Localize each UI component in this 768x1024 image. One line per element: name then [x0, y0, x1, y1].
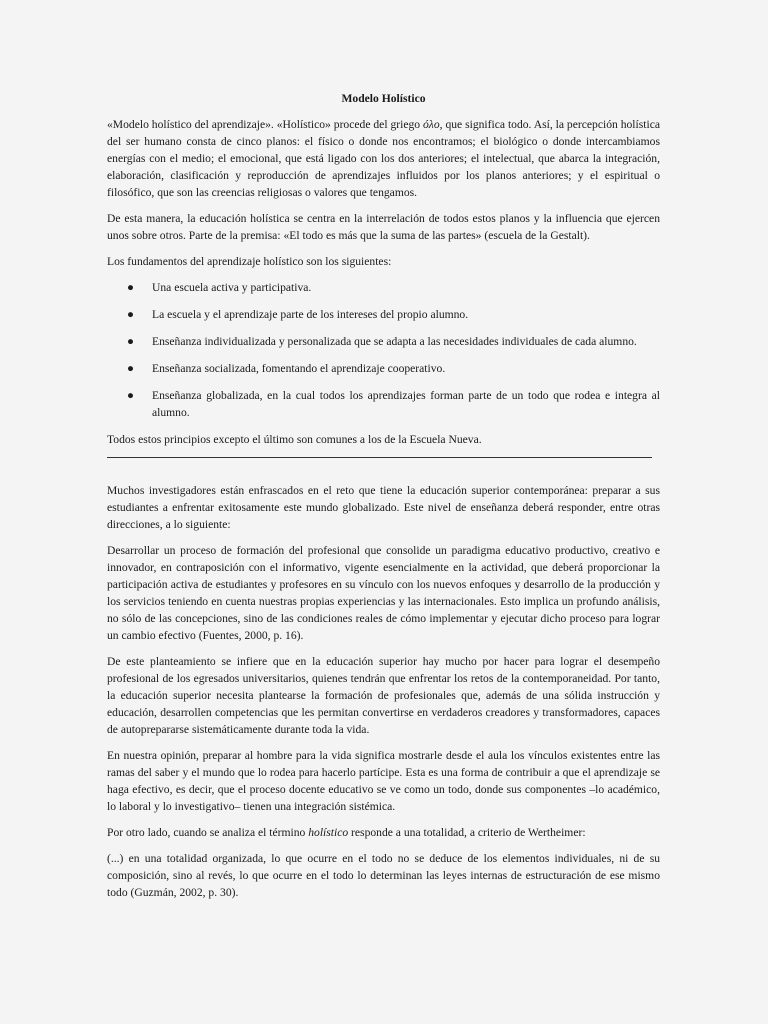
paragraph-intro: [107, 116, 660, 201]
bullet-icon: ●: [127, 281, 135, 294]
bullet-icon: ●: [127, 335, 135, 348]
holistic-term-emphasis: holístico: [308, 826, 349, 839]
paragraph-fundamentals-intro: Los fundamentos del aprendizaje holístico son los siguientes:: [107, 255, 392, 268]
list-item: [107, 333, 660, 350]
paragraph-holistic-text-b: responde a una totalidad, a criterio de Wertheimer:: [348, 826, 586, 839]
paragraph-higher-education: De este planteamiento se infiere que en la educación superior hay mucho por hacer para lograr el desempeño profesional de los egresados universitarios, quienes tendrán que enfrentar los retos de la contemporaneidad. Por tanto, la educación superior necesita plantearse la formación de profesionales que, además de una sólida instrucción y educación, desarrollen competencias que les permitan convertirse en verdaderos creadores y transformadores, capaces de autoprepararse sistemáticamente durante toda la vida.: [107, 655, 660, 736]
paragraph-holistic-text-a: Por otro lado, cuando se analiza el término: [107, 826, 309, 839]
paragraph-opinion: En nuestra opinión, preparar al hombre para la vida significa mostrarle desde el aula los vínculos existentes entre las ramas del saber y el mundo que lo rodea para hacerlo partícipe. Esta es una forma de contribuir a que el aprendizaje se haga efectivo, es decir, que el proceso docente educativo se ve como un todo, donde sus componentes –lo académico, lo laboral y lo investigativo– tienen una integración sistémica.: [107, 749, 660, 813]
list-item: [107, 387, 660, 421]
document-body: [107, 90, 660, 910]
horizontal-divider: [107, 457, 652, 458]
paragraph-education-focus: De esta manera, la educación holística se centra en la interrelación de todos estos planos y la influencia que ejercen unos sobre otros. Parte de la premisa: «El todo es más que la suma de las partes» (escuela de la Gestalt).: [107, 212, 660, 242]
paragraph-researchers: Muchos investigadores están enfrascados en el reto que tiene la educación superior contemporánea: preparar a sus estudiantes a enfrentar exitosamente este mundo globalizado. Este nivel de enseñanza deberá responder, entre otras direcciones, a lo siguiente:: [107, 484, 660, 531]
paragraph-intro-text-b: , que significa todo. Así, la percepción holística del ser humano consta de cinco planos: el físico o donde nos encontramos; el biológico o donde intercambiamos energías con el medio; el emocional, que está ligado con los dos anteriores; el intelectual, que abarca la integración, elaboración, clasificación y reproducción de aprendizajes influidos por los planos anteriores; y el espiritual o filosófico, que son las creencias religiosas o valores que tengamos.: [107, 118, 660, 199]
list-item: [107, 279, 660, 296]
bullet-icon: ●: [127, 308, 135, 321]
list-item-text: Enseñanza individualizada y personalizada que se adapta a las necesidades individuales de cada alumno.: [152, 335, 637, 348]
paragraph-holistic-term: [107, 824, 660, 841]
paragraph-quote: (...) en una totalidad organizada, lo que ocurre en el todo no se deduce de los elementos individuales, ni de su composición, sino al revés, lo que ocurre en el todo lo determinan las leyes internas de estructuración de ese mismo todo (Guzmán, 2002, p. 30).: [107, 852, 660, 899]
paragraph-develop-process: Desarrollar un proceso de formación del profesional que consolide un paradigma educativo productivo, creativo e innovador, en contraposición con el informativo, vigente esencialmente en la actividad, que deberá proporcionar la participación activa de estudiantes y profesores en su vínculo con los nuevos enfoques y desarrollo de la producción y los servicios teniendo en cuenta nuestras propias experiencias y las internacionales. Esto implica un profundo análisis, no sólo de las concepciones, sino de las condiciones reales de cómo implementar y ejecutar dicho proceso para lograr un cambio efectivo (Fuentes, 2000, p. 16).: [107, 544, 660, 642]
list-item-text: Una escuela activa y participativa.: [152, 281, 312, 294]
list-item-text: La escuela y el aprendizaje parte de los intereses del propio alumno.: [152, 308, 469, 321]
list-item: [107, 306, 660, 323]
page-title: Modelo Holístico: [341, 92, 426, 105]
list-item: [107, 360, 660, 377]
bullet-icon: ●: [127, 362, 135, 375]
paragraph-intro-text-a: «Modelo holístico del aprendizaje». «Holístico» procede del griego: [107, 118, 423, 131]
list-item-text: Enseñanza socializada, fomentando el aprendizaje cooperativo.: [152, 362, 446, 375]
paragraph-escuela-nueva: Todos estos principios excepto el último son comunes a los de la Escuela Nueva.: [107, 433, 482, 446]
fundamentals-list: [107, 279, 660, 421]
bullet-icon: ●: [127, 389, 135, 402]
greek-word: όλο: [423, 118, 440, 131]
list-item-text: Enseñanza globalizada, en la cual todos los aprendizajes forman parte de un todo que rodea e integra al alumno.: [152, 389, 660, 419]
